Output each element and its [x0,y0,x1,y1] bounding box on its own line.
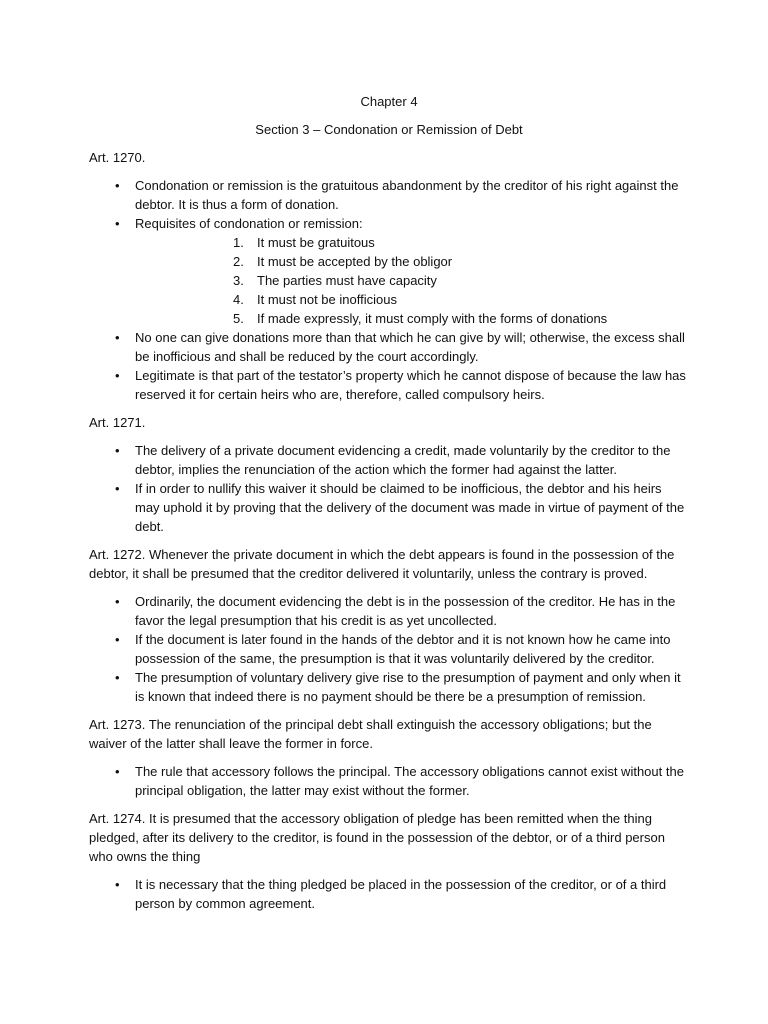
item-text: It must not be inofficious [257,292,397,307]
requisites-list [135,233,689,328]
art-1273-text: Art. 1273. The renunciation of the principal debt shall extinguish the accessory obligations; but the waiver of the latter shall leave the former in force. [89,717,652,751]
item-text: It must be gratuitous [257,235,375,250]
list-item [135,309,689,328]
list-item: • Ordinarily, the document evidencing the debt is in the possession of the creditor. He has in the favor the legal presumption that his credit is as yet uncollected. [89,592,689,630]
art-1271-heading: Art. 1271. [89,415,146,430]
item-number: 2. [233,254,244,269]
item-number: 1. [233,235,244,250]
list-item: • The delivery of a private document evidencing a credit, made voluntarily by the creditor to the debtor, implies the renunciation of the action which the former had against the latter. [89,441,689,479]
document-content [89,92,689,913]
list-item: • It is necessary that the thing pledged be placed in the possession of the creditor, or of a third person by common agreement. [89,875,689,913]
list-item [89,214,689,328]
list-item: • The presumption of voluntary delivery give rise to the presumption of payment and only when it is known that indeed there is no payment should be there be a presumption of remission. [89,668,689,706]
section-title: Section 3 – Condonation or Remission of Debt [255,122,523,137]
list-item: • No one can give donations more than that which he can give by will; otherwise, the excess shall be inofficious and shall be reduced by the court accordingly. [89,328,689,366]
list-item: • If the document is later found in the hands of the debtor and it is not known how he came into possession of the same, the presumption is that it was voluntarily delivered by the creditor. [89,630,689,668]
item-number: 5. [233,311,244,326]
item-text: It must be accepted by the obligor [257,254,453,269]
art-1274-text: Art. 1274. It is presumed that the accessory obligation of pledge has been remitted when the thing pledged, after its delivery to the creditor, is found in the possession of the debtor, or of a third person who owns the thing [89,811,665,864]
item-text: The parties must have capacity [257,273,437,288]
requisites-label: Requisites of condonation or remission: [135,216,363,231]
list-item: • If in order to nullify this waiver it should be claimed to be inofficious, the debtor and his heirs may uphold it by proving that the delivery of the document was made in virtue of payment of the debt. [89,479,689,536]
art-1270-bullets [89,176,689,404]
list-item [135,252,689,271]
art-1274-bullets [89,875,689,913]
item-number: 4. [233,292,244,307]
list-item [135,271,689,290]
list-item [135,290,689,309]
chapter-title: Chapter 4 [360,94,418,109]
item-text: If made expressly, it must comply with the forms of donations [257,311,608,326]
list-item: • The rule that accessory follows the principal. The accessory obligations cannot exist without the principal obligation, the latter may exist without the former. [89,762,689,800]
list-item: • Legitimate is that part of the testator’s property which he cannot dispose of because the law has reserved it for certain heirs who are, therefore, called compulsory heirs. [89,366,689,404]
art-1272-text: Art. 1272. Whenever the private document in which the debt appears is found in the possession of the debtor, it shall be presumed that the creditor delivered it voluntarily, unless the contrary is proved. [89,547,675,581]
art-1272-bullets [89,592,689,706]
art-1271-bullets [89,441,689,536]
list-item: • Condonation or remission is the gratuitous abandonment by the creditor of his right against the debtor. It is thus a form of donation. [89,176,689,214]
art-1273-bullets [89,762,689,800]
item-number: 3. [233,273,244,288]
list-item [135,233,689,252]
art-1270-heading: Art. 1270. [89,150,146,165]
